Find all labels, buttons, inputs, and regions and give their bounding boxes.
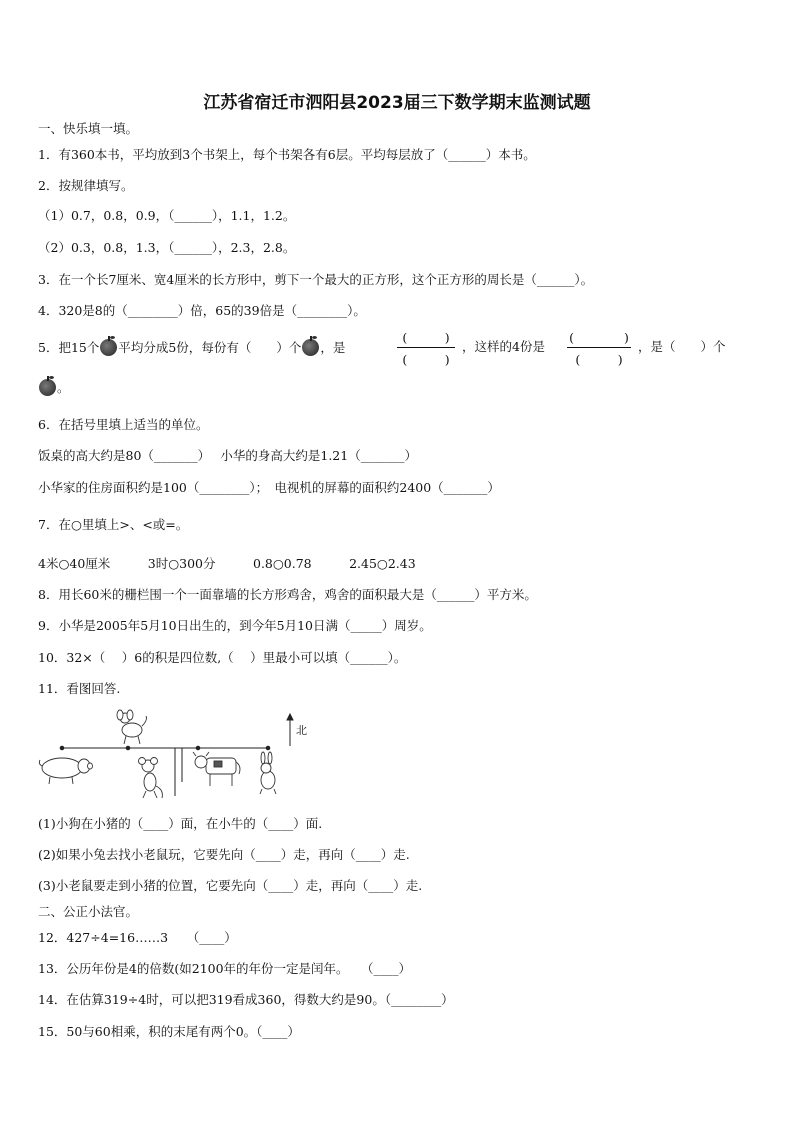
q5-end-text: 。 xyxy=(57,380,70,395)
north-label: 北 xyxy=(296,724,307,737)
question-6-line-1: 饭桌的高大约是80（_______） 小华的身高大约是1.21（_______） xyxy=(38,448,417,463)
fraction-numerator: ( ) xyxy=(569,330,629,345)
apple-icon xyxy=(39,379,56,396)
mouse-icon xyxy=(139,758,163,799)
fraction-bar xyxy=(397,347,455,348)
question-6: 6．在括号里填上适当的单位。 xyxy=(38,417,209,432)
fraction-blank-1 xyxy=(395,328,457,368)
question-11: 11．看图回答. xyxy=(38,681,121,696)
north-arrow-icon xyxy=(287,714,293,746)
question-1: 1．有360本书，平均放到3个书架上，每个书架各有6层。平均每层放了（______）本书。 xyxy=(38,147,536,162)
question-6-line-2: 小华家的住房面积约是100（________）； 电视机的屏幕的面积约2400（_______） xyxy=(38,480,500,495)
question-2-part-2: （2）0.3，0.8，1.3，（______），2.3，2.8。 xyxy=(38,240,296,255)
question-3: 3．在一个长7厘米、宽4厘米的长方形中，剪下一个最大的正方形，这个正方形的周长是（______）。 xyxy=(38,272,594,287)
fraction-blank-2 xyxy=(565,328,633,368)
question-9: 9．小华是2005年5月10日出生的，到今年5月10日满（_____）周岁。 xyxy=(38,618,432,633)
q5-text-1: 5．把15个 xyxy=(38,340,100,355)
section-heading-1: 一、快乐填一填。 xyxy=(38,121,139,136)
question-12: 12．427÷4=16……3 （____） xyxy=(38,930,237,945)
q5-text-3: ，是 xyxy=(320,340,346,355)
page-title: 江苏省宿迁市泗阳县2023届三下数学期末监测试题 xyxy=(203,93,591,113)
rabbit-icon xyxy=(260,752,276,794)
dog-icon xyxy=(117,710,147,744)
question-11-part-3: (3)小老鼠要走到小猪的位置，它要先向（____）走，再向（____）走. xyxy=(38,878,423,893)
question-8: 8．用长60米的栅栏围一个一面靠墙的长方形鸡舍，鸡舍的面积最大是（______）平方米。 xyxy=(38,587,537,602)
question-13: 13．公历年份是4的倍数(如2100年的年份一定是闰年。 （____） xyxy=(38,961,412,976)
q5-text-5: ，是（ ）个 xyxy=(638,339,726,354)
fraction-bar xyxy=(567,347,631,348)
q5-end xyxy=(38,379,70,396)
apple-icon xyxy=(100,339,117,356)
question-10: 10．32×（ ）6的积是四位数,（ ）里最小可以填（______）。 xyxy=(38,650,407,665)
question-7: 7．在○里填上>、<或=。 xyxy=(38,517,189,532)
question-2-part-1: （1）0.7，0.8，0.9，（______），1.1，1.2。 xyxy=(38,208,296,223)
fraction-numerator: ( ) xyxy=(402,330,450,345)
pig-icon xyxy=(39,758,92,784)
animal-position-map xyxy=(36,706,326,806)
q5-text-4: ，这样的4份是 xyxy=(462,339,545,354)
question-7-items: 4米○40厘米 3时○300分 0.8○0.78 2.45○2.43 xyxy=(38,556,416,571)
question-5 xyxy=(38,339,345,356)
question-14: 14．在估算319÷4时，可以把319看成360，得数大约是90。（________） xyxy=(38,992,454,1007)
apple-icon xyxy=(302,339,319,356)
fraction-denominator: ( ) xyxy=(575,352,623,367)
question-15: 15．50与60相乘，积的末尾有两个0。（____） xyxy=(38,1024,300,1039)
cow-icon xyxy=(193,752,240,786)
question-2: 2．按规律填写。 xyxy=(38,178,134,193)
question-4: 4．320是8的（________）倍，65的39倍是（________）。 xyxy=(38,303,366,318)
question-11-part-1: (1)小狗在小猪的（____）面，在小牛的（____）面. xyxy=(38,816,323,831)
q5-text-2: 平均分成5份，每份有（ ）个 xyxy=(118,340,302,355)
fraction-denominator: ( ) xyxy=(402,352,450,367)
question-11-part-2: (2)如果小兔去找小老鼠玩，它要先向（____）走，再向（____）走. xyxy=(38,847,410,862)
section-heading-2: 二、公正小法官。 xyxy=(38,904,139,919)
